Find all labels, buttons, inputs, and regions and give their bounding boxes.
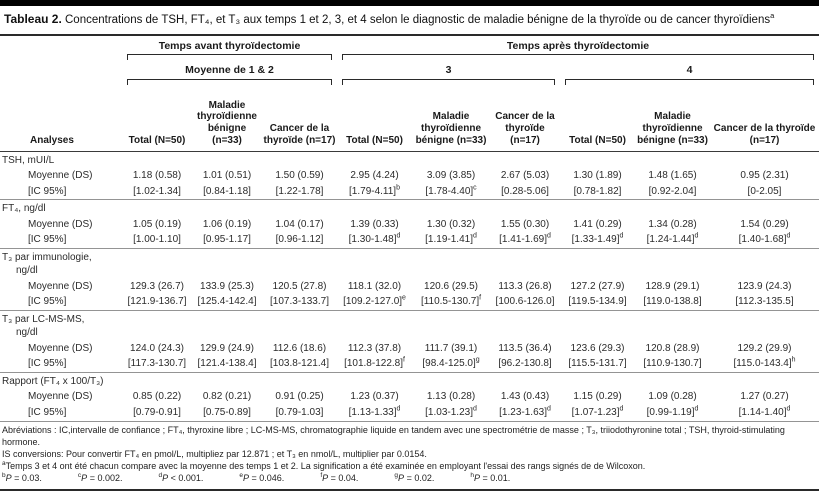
rapport-mean-cell-8	[710, 389, 819, 405]
cell-footnote-mark: d	[619, 233, 624, 241]
column-header-total-1-2: Total (N=50)	[122, 85, 192, 152]
header-subgroup-mean-1-2-label: Moyenne de 1 & 2	[185, 64, 274, 77]
tsh-ci-cell-4	[412, 184, 490, 200]
ft4-ci-row-label: [IC 95%]	[28, 234, 67, 246]
footnote-abbreviations: Abréviations : IC,intervalle de confiance ; FT₄, thyroxine libre ; LC-MS-MS, chromatographie liquide en tandem avec une spectrométrie de masse ; T₃, triiodothyronine total ; TSH, thyroid-stimulating hormone.	[2, 425, 785, 448]
cell-value: 1.15 (0.29)	[573, 391, 622, 403]
t3-immuno-mean-cell-4	[412, 279, 490, 295]
cell-value: 1.01 (0.51)	[202, 170, 252, 182]
cell-value: 0.85 (0.22)	[132, 391, 182, 403]
pvalue-note-d	[158, 473, 203, 485]
cell-footnote-mark: d	[546, 233, 551, 241]
rapport-ci-cell-7	[635, 405, 710, 422]
pvalue-mark: g	[394, 471, 399, 479]
column-header-cancer-3: Cancer de la thyroïde (n=17)	[490, 85, 560, 152]
tsh-ci-cell-1	[192, 184, 262, 200]
cell-value: [1.33-1.49]	[571, 234, 620, 246]
tsh-mean-cell-1	[192, 168, 262, 184]
cell-value: 129.3 (26.7)	[130, 280, 184, 292]
ft4-ci-cell-8	[710, 232, 819, 248]
cell-footnote-mark: d	[786, 233, 791, 241]
cell-value: 1.39 (0.33)	[350, 218, 399, 230]
tsh-ci-cell-2	[262, 184, 337, 200]
cell-value: 111.7 (39.1)	[424, 342, 478, 354]
footnote-si-conversions: IS conversions: Pour convertir FT₄ en pmol/L, multipliez par 12.871 ; et T₃ en nmol/L, multiplier par 0.0154.	[2, 449, 427, 460]
t3-immuno-ci-cell-4	[412, 294, 490, 310]
t3-lcms-mean-row-label: Moyenne (DS)	[28, 342, 93, 354]
cell-value: 112.3 (37.8)	[347, 342, 402, 354]
cell-value: 1.43 (0.43)	[500, 391, 550, 403]
cell-value: [96.2-130.8]	[498, 358, 552, 370]
ft4-mean-cell-4	[412, 217, 490, 233]
ft4-ci-cell-0	[122, 232, 192, 248]
cell-value: [112.3-135.5]	[735, 296, 794, 308]
t3-lcms-ci-cell-6	[560, 356, 635, 372]
cell-value: 113.5 (36.4)	[498, 342, 552, 354]
cell-value: [1.02-1.34]	[133, 185, 181, 197]
cell-value: [1.30-1.48]	[348, 234, 397, 246]
cell-footnote-mark: d	[786, 405, 791, 413]
tsh-ci-cell-7	[635, 184, 710, 200]
t3-lcms-ci-cell-8	[710, 356, 819, 372]
pvalue-mark: f	[320, 471, 323, 479]
table-body	[0, 151, 819, 422]
t3-immuno-mean-cell-5	[490, 279, 560, 295]
cell-footnote-mark: d	[546, 405, 551, 413]
rapport-mean-cell-7	[635, 389, 710, 405]
tsh-ci-row-label: [IC 95%]	[28, 185, 67, 197]
ft4-mean-cell-0	[122, 217, 192, 233]
tsh-mean-cell-8	[710, 168, 819, 184]
t3-lcms-mean-cell-3	[337, 341, 412, 357]
t3-immuno-mean-cell-8	[710, 279, 819, 295]
ft4-mean-row	[0, 217, 819, 233]
t3-lcms-mean-cell-4	[412, 341, 490, 357]
cell-value: 0.91 (0.25)	[275, 391, 324, 403]
cell-value: 1.18 (0.58)	[132, 170, 182, 182]
pvalue-text: P < 0.001.	[162, 472, 204, 483]
tsh-mean-cell-4	[412, 168, 490, 184]
header-subgroup-empty	[0, 60, 122, 84]
cell-value: 120.5 (27.8)	[272, 280, 327, 292]
t3-lcms-ci-cell-0	[122, 356, 192, 372]
t3-lcms-ci-cell-4	[412, 356, 490, 372]
cell-value: 1.30 (1.89)	[573, 170, 622, 182]
pvalue-text: P = 0.046.	[243, 472, 285, 483]
cell-value: 0.95 (2.31)	[740, 170, 789, 182]
pvalue-mark: c	[77, 471, 82, 479]
t3-lcms-mean-cell-7	[635, 341, 710, 357]
ft4-ci-cell-7	[635, 232, 710, 248]
section-row-tsh	[0, 151, 819, 168]
cell-value: [103.8-121.4]	[270, 358, 329, 370]
pvalue-text: P = 0.03.	[5, 472, 42, 483]
cell-value: [115.0-143.4]	[733, 358, 792, 370]
cell-value: [1.07-1.23]	[571, 406, 620, 418]
section-label-cell-t3-immuno	[0, 248, 819, 279]
section-row-t3-lcms	[0, 310, 819, 341]
cell-value: [0-2.05]	[747, 185, 782, 197]
cell-value: 118.1 (32.0)	[347, 280, 402, 292]
tsh-ci-cell-3	[337, 184, 412, 200]
cell-value: [121.4-138.4]	[197, 358, 257, 370]
ft4-ci-cell-1	[192, 232, 262, 248]
cell-value: [117.3-130.7]	[127, 358, 187, 370]
header-group-before-label: Temps avant thyroïdectomie	[158, 40, 301, 53]
footnotes	[0, 422, 819, 486]
rapport-mean-cell-0	[122, 389, 192, 405]
rapport-ci-cell-1	[192, 405, 262, 422]
cell-value: [0.95-1.17]	[203, 234, 251, 246]
pvalue-note-h	[470, 473, 510, 485]
section-label-cell-rapport	[0, 372, 819, 389]
t3-immuno-ci-cell-7	[635, 294, 710, 310]
t3-immuno-mean-cell-7	[635, 279, 710, 295]
ft4-ci-cell-6	[560, 232, 635, 248]
cell-value: 1.06 (0.19)	[202, 218, 252, 230]
cell-value: [0.84-1.18]	[203, 185, 251, 197]
t3-lcms-ci-row	[0, 356, 819, 372]
rapport-mean-cell-4	[412, 389, 490, 405]
cell-value: 123.9 (24.3)	[737, 280, 792, 292]
pvalue-note-g	[394, 473, 434, 485]
pvalue-text: P = 0.01.	[473, 472, 511, 483]
column-header-cancer-1-2: Cancer de la thyroïde (n=17)	[262, 85, 337, 152]
t3-immuno-ci-row	[0, 294, 819, 310]
footnote-wilcoxon-mark: a	[2, 459, 6, 467]
bottom-rule-bar	[0, 489, 819, 491]
cell-value: 127.2 (27.9)	[570, 280, 625, 292]
column-header-total-3: Total (N=50)	[337, 85, 412, 152]
header-subgroup-time-4	[560, 60, 819, 84]
cell-value: [119.5-134.9]	[568, 296, 627, 308]
cell-footnote-mark: d	[694, 233, 699, 241]
header-columns-row	[0, 85, 819, 152]
column-header-analyses: Analyses	[0, 85, 122, 152]
cell-value: [100.6-126.0]	[495, 296, 555, 308]
t3-lcms-ci-cell-7	[635, 356, 710, 372]
t3-immuno-mean-cell-2	[262, 279, 337, 295]
tsh-mean-cell-7	[635, 168, 710, 184]
rapport-mean-cell-2	[262, 389, 337, 405]
cell-value: 120.8 (28.9)	[645, 342, 700, 354]
header-group-after-label: Temps après thyroïdectomie	[506, 40, 650, 53]
table-title-footnote-mark: a	[770, 11, 775, 21]
t3-lcms-mean-cell-2	[262, 341, 337, 357]
rapport-mean-row-label: Moyenne (DS)	[28, 391, 93, 403]
cell-value: 113.3 (26.8)	[498, 280, 552, 292]
header-subgroup-time-3-label: 3	[445, 64, 452, 77]
cell-value: 128.9 (29.1)	[645, 280, 700, 292]
cell-value: 123.6 (29.3)	[570, 342, 625, 354]
section-row-t3-immuno	[0, 248, 819, 279]
cell-value: [110.9-130.7]	[643, 358, 702, 370]
pvalue-text: P = 0.02.	[398, 472, 435, 483]
cell-footnote-mark: c	[473, 184, 477, 192]
cell-value: 1.41 (0.29)	[573, 218, 622, 230]
cell-footnote-mark: d	[619, 405, 624, 413]
t3-lcms-mean-row	[0, 341, 819, 357]
tsh-ci-cell-8	[710, 184, 819, 200]
rapport-mean-cell-1	[192, 389, 262, 405]
rapport-mean-cell-6	[560, 389, 635, 405]
t3-lcms-mean-cell-6	[560, 341, 635, 357]
pvalue-mark: b	[2, 471, 6, 479]
header-subgroup-mean-1-2	[122, 60, 337, 84]
t3-lcms-mean-cell-0	[122, 341, 192, 357]
cell-footnote-mark: b	[396, 184, 400, 192]
t3-immuno-mean-cell-6	[560, 279, 635, 295]
cell-value: [121.9-136.7]	[127, 296, 187, 308]
t3-immuno-ci-cell-8	[710, 294, 819, 310]
rapport-ci-cell-5	[490, 405, 560, 422]
cell-value: [1.24-1.44]	[646, 234, 695, 246]
table-title	[0, 6, 819, 33]
cell-value: 129.9 (24.9)	[200, 342, 254, 354]
table-title-text: Concentrations de TSH, FT₄, et T₃ aux temps 1 et 2, 3, et 4 selon le diagnostic de maladie bénigne de la thyroïde ou de cancer thyroïdiens	[61, 14, 771, 26]
section-label2-t3-immuno: ng/dl	[16, 265, 38, 277]
cell-footnote-mark: f	[479, 295, 482, 303]
cell-value: [101.8-122.8]	[344, 358, 403, 370]
header-corner-empty	[0, 35, 122, 60]
cell-footnote-mark: d	[396, 405, 401, 413]
pvalue-note-e	[239, 473, 284, 485]
cell-value: 133.9 (25.3)	[200, 280, 254, 292]
cell-value: [0.78-1.82]	[573, 185, 622, 197]
cell-value: 1.27 (0.27)	[740, 391, 789, 403]
cell-value: [0.79-0.91]	[133, 406, 181, 418]
tsh-mean-cell-6	[560, 168, 635, 184]
t3-lcms-ci-cell-2	[262, 356, 337, 372]
pvalue-note-c	[78, 473, 123, 485]
pvalue-mark: d	[158, 471, 163, 479]
cell-value: [109.2-127.0]	[343, 296, 403, 308]
ft4-mean-cell-5	[490, 217, 560, 233]
section-row-ft4	[0, 200, 819, 217]
ft4-mean-cell-6	[560, 217, 635, 233]
rapport-ci-cell-4	[412, 405, 490, 422]
cell-value: 1.04 (0.17)	[275, 218, 324, 230]
ft4-ci-cell-5	[490, 232, 560, 248]
t3-lcms-mean-cell-1	[192, 341, 262, 357]
cell-value: 1.09 (0.28)	[648, 391, 697, 403]
cell-value: 2.67 (5.03)	[500, 170, 550, 182]
header-group-before	[122, 35, 337, 60]
t3-immuno-mean-cell-3	[337, 279, 412, 295]
cell-value: 1.55 (0.30)	[500, 218, 550, 230]
t3-lcms-mean-cell-5	[490, 341, 560, 357]
cell-footnote-mark: d	[694, 405, 699, 413]
t3-lcms-mean-cell-8	[710, 341, 819, 357]
tsh-mean-row	[0, 168, 819, 184]
ft4-ci-row	[0, 232, 819, 248]
cell-value: [1.78-4.40]	[425, 185, 474, 197]
cell-value: [0.92-2.04]	[648, 185, 697, 197]
ft4-mean-cell-2	[262, 217, 337, 233]
column-header-benign-3: Maladie thyroïdienne bénigne (n=33)	[412, 85, 490, 152]
footnote-wilcoxon	[2, 461, 815, 473]
section-label-rapport: Rapport (FT₄ x 100/T₃)	[2, 375, 104, 387]
cell-footnote-mark: e	[402, 295, 406, 303]
header-group-row	[0, 35, 819, 60]
pvalue-text: P = 0.04.	[322, 472, 359, 483]
pvalue-text: P = 0.002.	[81, 472, 123, 483]
rapport-ci-cell-0	[122, 405, 192, 422]
cell-value: [119.0-138.8]	[643, 296, 702, 308]
t3-immuno-ci-cell-6	[560, 294, 635, 310]
section-row-rapport	[0, 372, 819, 389]
t3-lcms-ci-row-label: [IC 95%]	[28, 358, 67, 370]
cell-value: [1.23-1.63]	[499, 406, 547, 418]
tsh-ci-cell-6	[560, 184, 635, 200]
cell-value: [1.14-1.40]	[738, 406, 787, 418]
cell-value: [1.13-1.33]	[348, 406, 397, 418]
cell-value: [115.5-131.7]	[568, 358, 627, 370]
rapport-mean-row	[0, 389, 819, 405]
tsh-mean-cell-2	[262, 168, 337, 184]
cell-value: [0.28-5.06]	[501, 185, 549, 197]
ft4-mean-row-label: Moyenne (DS)	[28, 218, 93, 230]
section-label-tsh: TSH, mUI/L	[2, 154, 55, 166]
tsh-mean-cell-3	[337, 168, 412, 184]
cell-value: 1.54 (0.29)	[740, 218, 789, 230]
cell-value: [1.00-1.10]	[133, 234, 181, 246]
pvalue-note-f	[320, 473, 358, 485]
cell-value: 120.6 (29.5)	[424, 280, 478, 292]
section-label-t3-lcms: T₃ par LC-MS-MS,	[2, 313, 85, 325]
pvalue-mark: h	[470, 471, 474, 479]
t3-immuno-mean-cell-0	[122, 279, 192, 295]
ft4-mean-cell-3	[337, 217, 412, 233]
t3-lcms-ci-cell-5	[490, 356, 560, 372]
header-subgroup-time-4-label: 4	[686, 64, 693, 77]
rapport-ci-cell-3	[337, 405, 412, 422]
cell-value: 1.34 (0.28)	[648, 218, 697, 230]
ft4-mean-cell-8	[710, 217, 819, 233]
rapport-mean-cell-3	[337, 389, 412, 405]
cell-value: [1.19-1.41]	[425, 234, 473, 246]
pvalue-note-b	[2, 473, 42, 485]
cell-value: 1.48 (1.65)	[648, 170, 697, 182]
t3-lcms-ci-cell-3	[337, 356, 412, 372]
tsh-mean-cell-0	[122, 168, 192, 184]
cell-value: [0.99-1.19]	[646, 406, 695, 418]
ft4-mean-cell-7	[635, 217, 710, 233]
cell-footnote-mark: f	[403, 357, 405, 365]
cell-value: 1.30 (0.32)	[426, 218, 476, 230]
ft4-ci-cell-2	[262, 232, 337, 248]
section-label-ft4: FT₄, ng/dl	[2, 203, 46, 215]
cell-value: [1.41-1.69]	[499, 234, 547, 246]
cell-value: 1.05 (0.19)	[132, 218, 182, 230]
section-label-cell-tsh	[0, 151, 819, 168]
cell-footnote-mark: h	[791, 357, 796, 365]
section-label-cell-ft4	[0, 200, 819, 217]
cell-value: [98.4-125.0]	[422, 358, 476, 370]
t3-immuno-mean-row-label: Moyenne (DS)	[28, 280, 93, 292]
cell-value: [110.5-130.7]	[420, 296, 480, 308]
cell-value: 3.09 (3.85)	[426, 170, 476, 182]
column-header-cancer-4: Cancer de la thyroïde (n=17)	[710, 85, 819, 152]
ft4-ci-cell-4	[412, 232, 490, 248]
cell-value: [1.40-1.68]	[738, 234, 787, 246]
table-title-label: Tableau 2.	[4, 12, 62, 26]
cell-value: [125.4-142.4]	[197, 296, 257, 308]
t3-lcms-ci-cell-1	[192, 356, 262, 372]
tsh-ci-cell-0	[122, 184, 192, 200]
tsh-ci-row	[0, 184, 819, 200]
rapport-ci-cell-2	[262, 405, 337, 422]
cell-value: 129.2 (29.9)	[737, 342, 792, 354]
cell-footnote-mark: g	[475, 357, 480, 365]
t3-immuno-ci-cell-2	[262, 294, 337, 310]
cell-value: [1.03-1.23]	[425, 406, 473, 418]
column-header-benign-1-2: Maladie thyroïdienne bénigne (n=33)	[192, 85, 262, 152]
column-header-benign-4: Maladie thyroïdienne bénigne (n=33)	[635, 85, 710, 152]
t3-immuno-ci-cell-3	[337, 294, 412, 310]
header-group-after	[337, 35, 819, 60]
data-table	[0, 34, 819, 422]
t3-immuno-ci-cell-5	[490, 294, 560, 310]
t3-immuno-ci-row-label: [IC 95%]	[28, 296, 67, 308]
rapport-mean-cell-5	[490, 389, 560, 405]
cell-value: [107.3-133.7]	[270, 296, 329, 308]
cell-footnote-mark: d	[396, 233, 401, 241]
rapport-ci-row	[0, 405, 819, 422]
footnote-wilcoxon-text: Temps 3 et 4 ont été chacun compare avec la moyenne des temps 1 et 2. La signification a été examinée en employant l'essai des rangs signés de de Wilcoxon.	[5, 460, 646, 471]
t3-immuno-mean-cell-1	[192, 279, 262, 295]
ft4-mean-cell-1	[192, 217, 262, 233]
cell-value: 112.6 (18.6)	[272, 342, 327, 354]
rapport-ci-cell-8	[710, 405, 819, 422]
t3-immuno-ci-cell-0	[122, 294, 192, 310]
section-label2-t3-lcms: ng/dl	[16, 327, 38, 339]
cell-footnote-mark: d	[472, 405, 477, 413]
t3-immuno-ci-cell-1	[192, 294, 262, 310]
cell-value: 2.95 (4.24)	[350, 170, 399, 182]
footnote-pvalues-row	[2, 473, 815, 485]
cell-value: 1.13 (0.28)	[426, 391, 476, 403]
tsh-mean-cell-5	[490, 168, 560, 184]
t3-immuno-mean-row	[0, 279, 819, 295]
column-header-total-4: Total (N=50)	[560, 85, 635, 152]
cell-value: [0.79-1.03]	[275, 406, 324, 418]
tsh-ci-cell-5	[490, 184, 560, 200]
ft4-ci-cell-3	[337, 232, 412, 248]
cell-value: 124.0 (24.3)	[130, 342, 184, 354]
rapport-ci-cell-6	[560, 405, 635, 422]
section-label-cell-t3-lcms	[0, 310, 819, 341]
rapport-ci-row-label: [IC 95%]	[0, 405, 122, 422]
cell-value: [0.96-1.12]	[275, 234, 324, 246]
cell-value: [1.22-1.78]	[275, 185, 324, 197]
cell-value: 1.23 (0.37)	[350, 391, 399, 403]
section-label-t3-immuno: T₃ par immunologie,	[2, 251, 92, 263]
pvalue-mark: e	[239, 471, 244, 479]
header-subgroup-row	[0, 60, 819, 84]
cell-value: 1.50 (0.59)	[275, 170, 324, 182]
header-subgroup-time-3	[337, 60, 560, 84]
tsh-mean-row-label: Moyenne (DS)	[28, 170, 93, 182]
cell-value: [1.79-4.11]	[349, 185, 397, 197]
cell-value: 0.82 (0.21)	[202, 391, 252, 403]
cell-value: [0.75-0.89]	[203, 406, 251, 418]
cell-footnote-mark: d	[472, 233, 477, 241]
